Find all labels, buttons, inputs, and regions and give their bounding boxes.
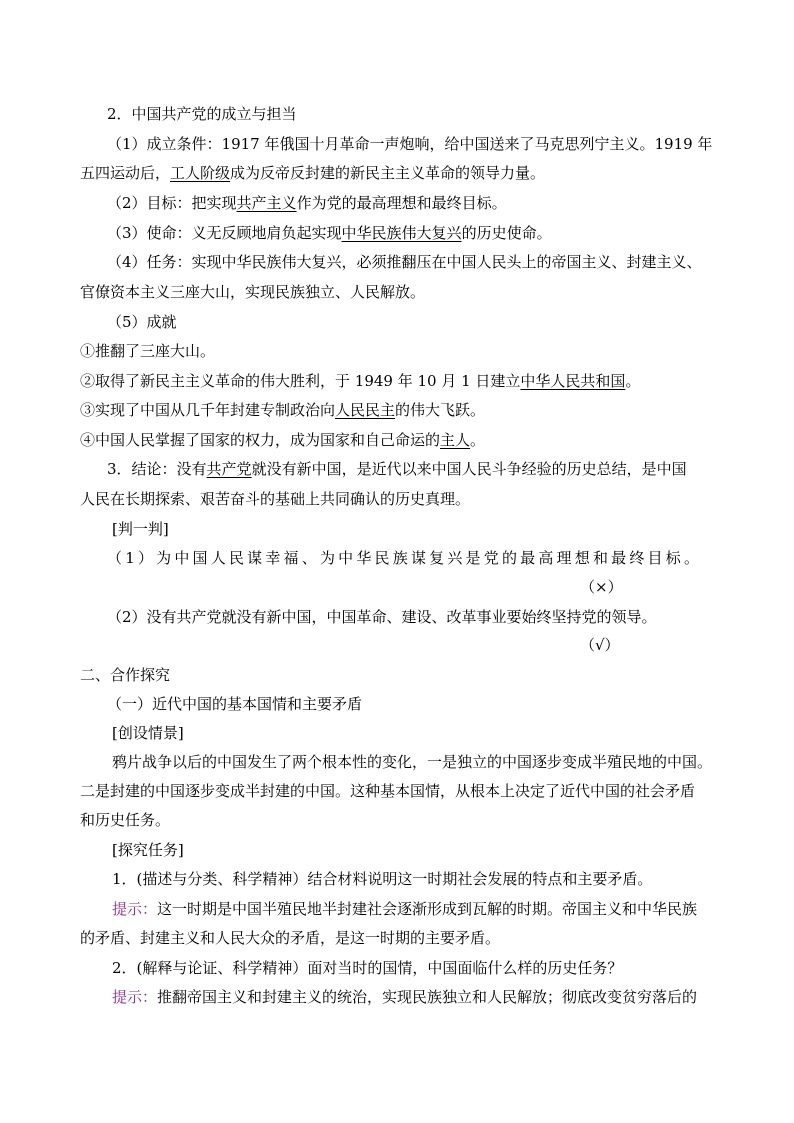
scene-line-2: 二是封建的中国逐步变成半封建的中国。这种基本国情，从根本上决定了近代中国的社会矛盾 (80, 782, 696, 800)
item-4-line-1: （4）任务：实现中华民族伟大复兴，必须推翻压在中国人民头上的帝国主义、封建主义、 (107, 253, 702, 271)
text: 。 (625, 372, 641, 390)
scene-line-1: 鸦片战争以后的中国发生了两个根本性的变化，一是独立的中国逐步变成半殖民地的中国。 (112, 753, 713, 771)
scene-line-3: 和历史任务。 (80, 811, 171, 829)
hint-1-line-1 (112, 898, 762, 922)
judge-question-1: （1）为中国人民谋幸福、为中华民族谋复兴是党的最高理想和最终目标。 (107, 549, 703, 567)
underlined-term: 工人阶级 (170, 164, 231, 182)
hint-label: 提示： (112, 988, 158, 1006)
underlined-term: 中华民族伟大复兴 (341, 224, 462, 242)
achievement-3 (80, 399, 730, 423)
text: ②取得了新民主主义革命的伟大胜利，于 1949 年 10 月 1 日建立 (80, 372, 521, 390)
text: 的历史使命。 (461, 224, 552, 242)
underlined-term: 人民民主 (335, 401, 396, 419)
hint-1-line-2: 的矛盾、封建主义和人民大众的矛盾，是这一时期的主要矛盾。 (80, 929, 501, 947)
underlined-term: 共产主义 (236, 194, 297, 212)
part-2-heading: 二、合作探究 (80, 666, 171, 684)
text: （2）目标：把实现 (107, 194, 237, 212)
section-2-heading: 2．中国共产党的成立与担当 (107, 105, 297, 123)
text: 五四运动后， (80, 164, 171, 182)
text: 3．结论：没有 (107, 460, 207, 478)
achievement-1: ①推翻了三座大山。 (80, 342, 216, 360)
text: 就没有新中国，是近代以来中国人民斗争经验的历史总结，是中国 (251, 460, 687, 478)
task-title: [探究任务] (112, 841, 184, 859)
text: （3）使命：义无反顾地肩负起实现 (107, 224, 342, 242)
underlined-term: 主人 (440, 431, 471, 449)
judge-answer-1: （×） (580, 578, 623, 596)
text: ③实现了中国从几千年封建专制政治向 (80, 401, 336, 419)
text: 作为党的最高理想和最终目标。 (296, 194, 507, 212)
task-1: 1．(描述与分类、科学精神）结合材料说明这一时期社会发展的特点和主要矛盾。 (112, 870, 653, 888)
text: 推翻帝国主义和封建主义的统治，实现民族独立和人民解放；彻底改变贫穷落后的 (157, 988, 698, 1006)
text: 。 (470, 431, 486, 449)
text: ④中国人民掌握了国家的权力，成为国家和自己命运的 (80, 431, 441, 449)
underlined-term: 中华人民共和国 (520, 372, 626, 390)
text: 成为反帝反封建的新民主主义革命的领导力量。 (230, 164, 546, 182)
judge-answer-2: （√） (580, 636, 620, 654)
text: 这一时期是中国半殖民地半封建社会逐渐形成到瓦解的时期。帝国主义和中华民族 (157, 900, 698, 918)
scene-title: [创设情景] (112, 724, 184, 742)
hint-2-line-1 (112, 986, 762, 1010)
item-3 (107, 222, 757, 246)
task-2: 2．(解释与论证、科学精神）面对当时的国情，中国面临什么样的历史任务？ (112, 959, 623, 977)
judge-question-2: （2）没有共产党就没有新中国，中国革命、建设、改革事业要始终坚持党的领导。 (107, 608, 657, 626)
achievement-2 (80, 370, 730, 394)
text: 的伟大飞跃。 (395, 401, 486, 419)
item-1-line-2 (80, 162, 730, 186)
judge-title: [判一判] (112, 520, 169, 538)
hint-label: 提示： (112, 900, 158, 918)
conclusion-line-2: 人民在长期探索、艰苦奋斗的基础上共同确认的历史真理。 (80, 490, 471, 508)
achievement-4 (80, 429, 730, 453)
item-2 (107, 192, 757, 216)
conclusion-line-1 (107, 458, 757, 482)
item-1-line-1: （1）成立条件：1917 年俄国十月革命一声炮响，给中国送来了马克思列宁主义。1919 年 (107, 135, 713, 153)
item-5-title: （5）成就 (107, 313, 177, 331)
underlined-term: 共产党 (206, 460, 252, 478)
part-2-subheading: （一）近代中国的基本国情和主要矛盾 (107, 695, 363, 713)
item-4-line-2: 官僚资本主义三座大山，实现民族独立、人民解放。 (80, 283, 426, 301)
